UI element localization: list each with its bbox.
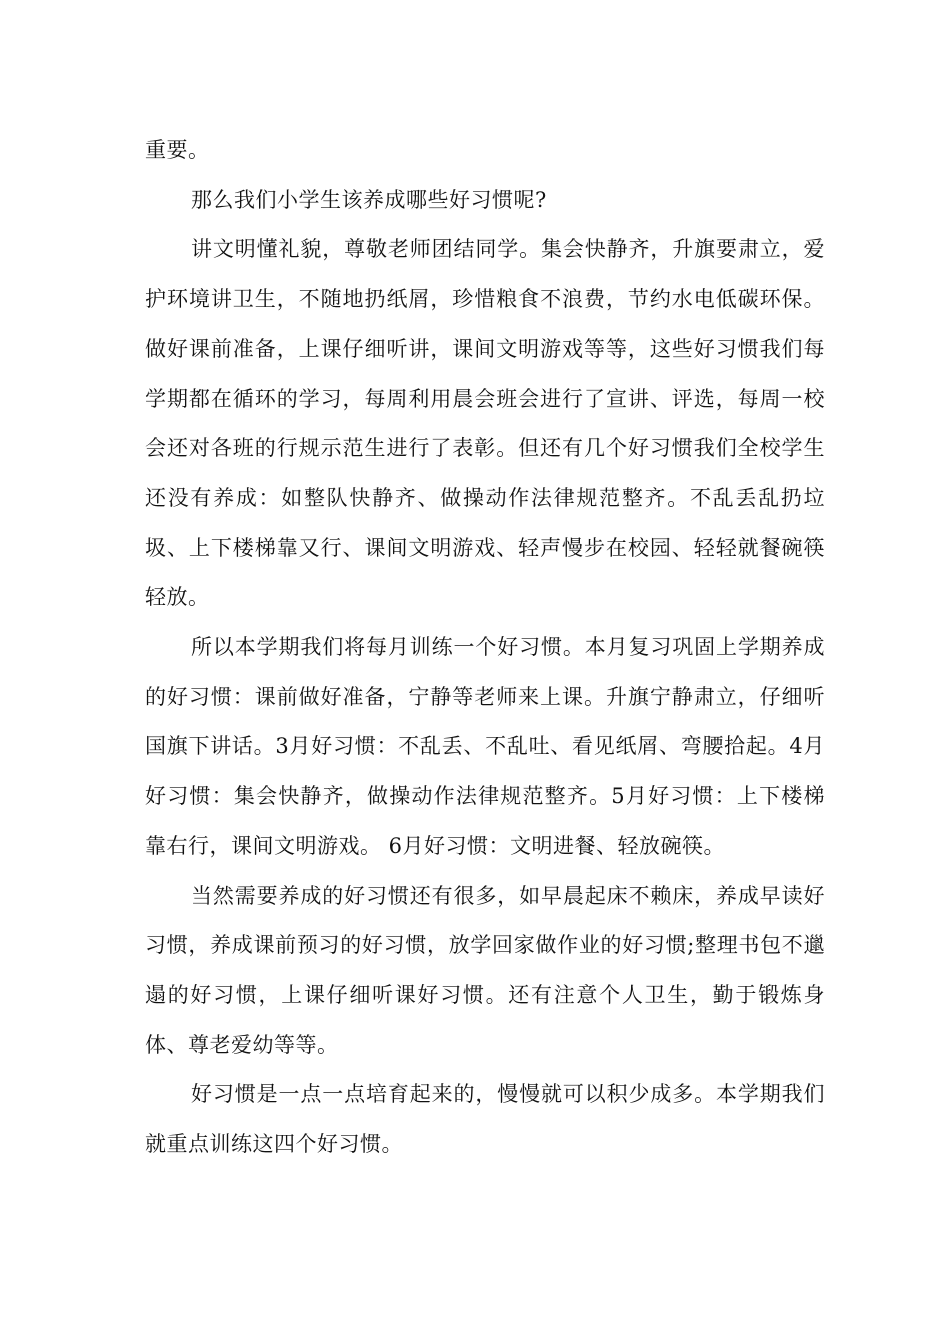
paragraph-continuation: 重要。 — [145, 138, 210, 162]
document-body — [145, 126, 825, 1170]
paragraph-conclusion: 好习惯是一点一点培育起来的，慢慢就可以积少成多。本学期我们就重点训练这四个好习惯。 — [145, 1082, 825, 1157]
paragraph-monthly-plan: 所以本学期我们将每月训练一个好习惯。本月复习巩固上学期养成的好习惯：课前做好准备，宁静等老师来上课。升旗宁静肃立，仔细听国旗下讲话。3月好习惯：不乱丢、不乱吐、看见纸屑、弯腰拾起。4月好习惯：集会快静齐，做操动作法律规范整齐。5月好习惯：上下楼梯靠右行，课间文明游戏。 6月好习惯：文明进餐、轻放碗筷。 — [145, 635, 825, 858]
paragraph-other-habits: 当然需要养成的好习惯还有很多，如早晨起床不赖床，养成早读好习惯，养成课前预习的好习惯，放学回家做作业的好习惯;整理书包不邋遢的好习惯，上课仔细听课好习惯。还有注意个人卫生，勤于锻炼身体、尊老爱幼等等。 — [145, 883, 825, 1057]
paragraph-question: 那么我们小学生该养成哪些好习惯呢? — [191, 187, 547, 212]
paragraph-habits-overview: 讲文明懂礼貌，尊敬老师团结同学。集会快静齐，升旗要肃立，爱护环境讲卫生，不随地扔纸屑，珍惜粮食不浪费，节约水电低碳环保。做好课前准备，上课仔细听讲，课间文明游戏等等，这些好习惯我们每学期都在循环的学习，每周利用晨会班会进行了宣讲、评选，每周一校会还对各班的行规示范生进行了表彰。但还有几个好习惯我们全校学生还没有养成：如整队快静齐、做操动作法律规范整齐。不乱丢乱扔垃圾、上下楼梯靠又行、课间文明游戏、轻声慢步在校园、轻轻就餐碗筷轻放。 — [145, 237, 825, 610]
